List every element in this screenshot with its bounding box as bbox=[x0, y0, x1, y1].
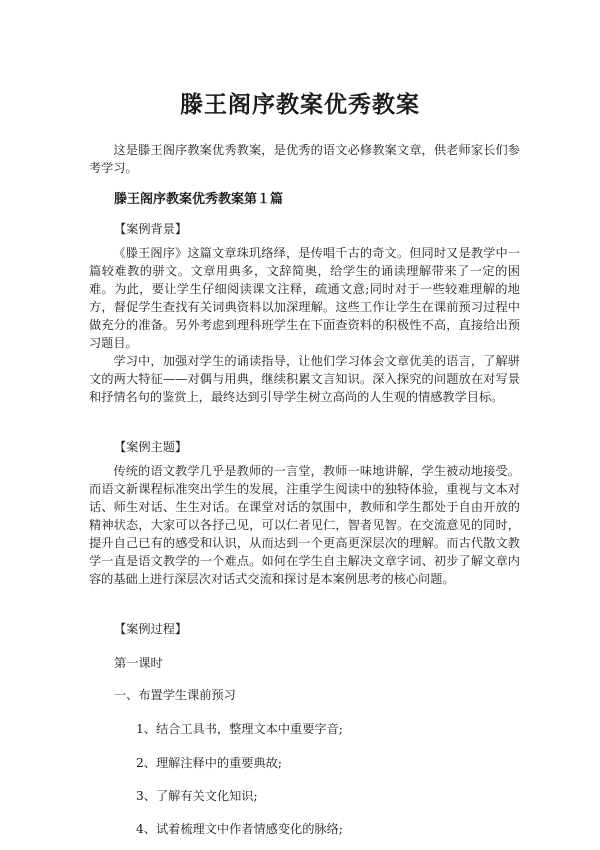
background-label: 【案例背景】 bbox=[114, 222, 188, 236]
process-label: 【案例过程】 bbox=[114, 622, 188, 636]
background-paragraph-2: 学习中，加强对学生的诵读指导，让他们学习体会文章优美的语言，了解骈文的两大特征——对偶与用典，继续积累文言知识。深入探究的问题放在对写景和抒情名句的鉴赏上，最终达到引导学生树立高尚的人生观的情感教学目标。 bbox=[89, 354, 520, 404]
section-heading: 滕王阁序教案优秀教案第１篇 bbox=[114, 192, 284, 207]
background-paragraph-1: 《滕王阁序》这篇文章珠玑络绎，是传唱千古的奇文。但同时又是教学中一篇较难教的骈文。文章用典多，文辞简奥，给学生的诵读理解带来了一定的困难。为此，要让学生仔细阅读课文注释，疏通文意;同时对于一些较难理解的地方，督促学生查找有关词典资料以加深理解。这些工作让学生在课前预习过程中做充分的准备。另外考虑到理科班学生在下面查资料的积极性不高，直接给出预习题目。 bbox=[89, 246, 520, 350]
theme-paragraph: 传统的语文教学几乎是教师的一言堂，教师一味地讲解，学生被动地接受。而语文新课程标准突出学生的发展，注重学生阅读中的独特体验，重视与文本对话、师生对话、生生对话。在课堂对话的氛围中，教师和学生都处于自由开放的精神状态，大家可以各抒己见，可以仁者见仁，智者见智。在交流意见的同时，提升自己已有的感受和认识，从而达到一个更高更深层次的理解。而古代散文教学一直是语文教学的一个难点。如何在学生自主解决文章字词、初步了解文章内容的基础上进行深层次对话式交流和探讨是本案例思考的核心问题。 bbox=[89, 464, 520, 586]
list-item: 2、理解注释中的重要典故; bbox=[136, 756, 282, 770]
intro-paragraph: 这是滕王阁序教案优秀教案，是优秀的语文必修教案文章，供老师家长们参考学习。 bbox=[89, 143, 520, 175]
list-item: 3、了解有关文化知识; bbox=[136, 789, 258, 803]
document-title: 滕王阁序教案优秀教案 bbox=[180, 91, 420, 118]
list-item: 4、试着梳理文中作者情感变化的脉络; bbox=[136, 822, 343, 836]
step-label: 一、布置学生课前预习 bbox=[114, 688, 236, 702]
lesson-label: 第一课时 bbox=[114, 656, 163, 670]
theme-label: 【案例主题】 bbox=[114, 440, 188, 454]
list-item: 1、结合工具书，整理文本中重要字音; bbox=[136, 722, 343, 736]
